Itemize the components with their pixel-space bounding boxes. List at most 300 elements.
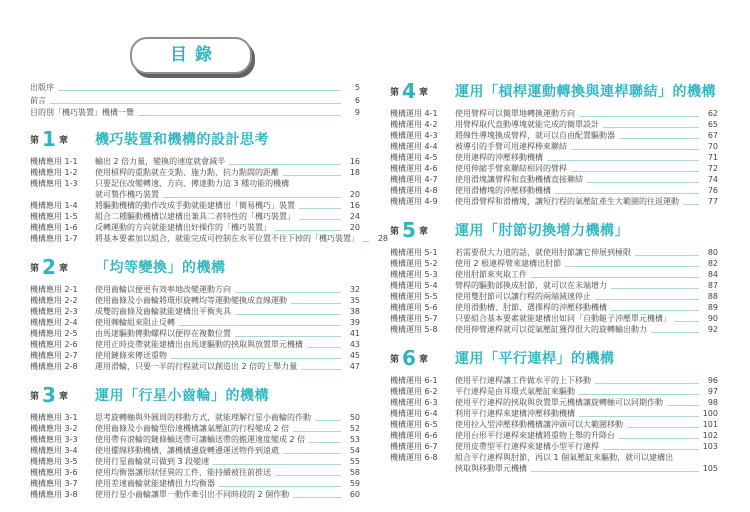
entry-id-label: 機構運用 4-2	[390, 120, 438, 129]
page-number: 70	[707, 142, 718, 151]
chapter-section	[390, 219, 718, 335]
dotted-leader	[293, 496, 341, 498]
entry-text: 使用差速齒輪就能建構扭力均衡器	[95, 479, 215, 488]
chapter-title: 運用「行星小齒輪」的機構	[95, 388, 269, 404]
dotted-leader	[555, 192, 699, 194]
toc-entry	[30, 467, 360, 478]
toc-entry	[390, 441, 718, 452]
chapter-number-prefix: 第	[30, 263, 40, 274]
chapter-heading	[390, 219, 718, 241]
toc-entry	[30, 456, 360, 467]
dotted-leader	[283, 452, 341, 454]
entry-text: 使用滑槽塊的沖壓移動機構	[455, 186, 551, 195]
chapter-number-suffix: 章	[58, 391, 68, 402]
page-number: 76	[707, 186, 718, 195]
toc-entry	[30, 295, 360, 306]
entry-id-label: 機構運用 5-2	[390, 259, 438, 268]
entry-text: 使用台形平行連桿來建構將重物上舉的升降台	[455, 431, 615, 440]
dotted-leader	[163, 196, 341, 198]
entry-text: 將基本要素加以組合，就能完成可控制在水平位置不往下掉的「機巧裝置」	[95, 234, 359, 243]
chapter-number-prefix: 第	[390, 354, 400, 365]
entry-text: 將驅動機構的動作改成手動就能建構出「簡易機巧」裝置	[95, 201, 295, 210]
toc-entry	[30, 339, 360, 350]
entry-text: 使用臂桿可以簡單地轉換運動方向	[455, 109, 575, 118]
toc-entry	[30, 156, 360, 167]
dotted-leader	[579, 115, 699, 117]
toc-entry	[390, 430, 718, 441]
page-number: 43	[349, 340, 360, 349]
chapter-number-suffix: 章	[418, 226, 428, 237]
toc-entry	[390, 141, 718, 152]
dotted-leader	[235, 291, 341, 293]
entry-id-label: 機構運用 5-8	[390, 325, 438, 334]
page-number: 41	[349, 329, 360, 338]
toc-entry	[390, 419, 718, 430]
entry-text: 用臂桿取代直動導塊就能完成的簡單設計	[455, 120, 599, 129]
toc-entry	[30, 361, 360, 372]
entry-text: 反轉運動的方向就能建構出好操作的「機巧裝置」	[95, 223, 271, 232]
entry-id-label: 機構應用 1-3	[30, 179, 78, 188]
entry-text: 使用伸臂連桿就可以從氣壓缸獲得很大的旋轉輸出動力	[455, 325, 647, 334]
toc-title-badge	[130, 37, 252, 74]
entry-id-label: 機構應用 2-2	[30, 296, 78, 305]
page-number: 101	[702, 420, 718, 429]
chapter-number-value: 5	[402, 218, 416, 242]
toc-entry	[390, 280, 718, 291]
toc-entry	[390, 408, 718, 419]
dotted-leader	[315, 419, 341, 421]
entry-id-label: 機構運用 4-6	[390, 164, 438, 173]
entry-text: 使用滑臂桿和滑槽塊，讓短行程的氣壓缸產生大範圍的往返運動	[455, 197, 679, 206]
toc-entry	[30, 434, 360, 445]
chapter-number	[390, 220, 455, 240]
chapter-heading	[390, 347, 718, 369]
page-number: 20	[349, 190, 360, 199]
toc-entry	[390, 108, 718, 119]
entry-id-label: 機構運用 4-8	[390, 186, 438, 195]
toc-entry	[390, 163, 718, 174]
page-number: 28	[377, 234, 388, 243]
page-number: 84	[707, 270, 718, 279]
page-number: 50	[349, 413, 360, 422]
toc-entry-continuation	[30, 189, 360, 200]
dotted-leader	[171, 357, 341, 359]
entry-text: 使用齒條及小齒輪型倍速機構讓氣壓缸的行程變成 2 倍	[95, 424, 290, 433]
page-number: 35	[349, 296, 360, 305]
page-number: 5	[354, 83, 360, 92]
entry-text: 使用鏈條來傳送重物	[95, 351, 167, 360]
page-number: 97	[707, 387, 718, 396]
entry-text: 只要記住改變轉速、方向、傳達動力這 3 種功能的機構	[95, 179, 290, 188]
dotted-leader	[587, 181, 699, 183]
entry-text: 使用正時皮帶就能建構出由馬達驅動的挾取與放置單元機構	[95, 340, 303, 349]
entry-text-line2: 就可製作機巧裝置	[95, 190, 159, 199]
toc-entry	[30, 178, 360, 189]
entry-text: 由馬達驅動傳動螺桿以便停在複數位置	[95, 329, 231, 338]
front-matter-item	[30, 95, 360, 106]
page-number: 32	[349, 285, 360, 294]
entry-id-label: 機構應用 1-2	[30, 168, 78, 177]
page-number: 18	[349, 168, 360, 177]
entry-id-label: 機構應用 3-3	[30, 435, 78, 444]
toc-entry	[390, 174, 718, 185]
toc-entry	[390, 152, 718, 163]
entry-id-label: 機構運用 6-7	[390, 442, 438, 451]
dotted-leader	[595, 298, 699, 300]
page-number: 98	[707, 398, 718, 407]
chapter-number-prefix: 第	[30, 135, 40, 146]
entry-text: 使用行星小齒輪讓單一動作牽引出不同時段的 2 個作動	[95, 490, 290, 499]
toc-entry	[390, 119, 718, 130]
entry-id-label: 機構運用 6-2	[390, 387, 438, 396]
page-number: 74	[707, 175, 718, 184]
dotted-leader	[229, 163, 341, 165]
dotted-leader	[291, 302, 341, 304]
chapter-section	[30, 384, 360, 500]
page-number: 100	[702, 409, 718, 418]
entry-text: 組合平行連桿與肘節，再以 1 個氣壓缸來驅動，就可以建構出	[455, 453, 674, 462]
chapter-title: 「均等變換」的機構	[95, 260, 226, 276]
entry-text: 使用連桿的沖壓移動機構	[455, 153, 543, 162]
dotted-leader	[603, 448, 699, 450]
entry-id-label: 機構運用 4-5	[390, 153, 438, 162]
dotted-leader	[579, 415, 699, 417]
dotted-leader	[301, 368, 341, 370]
dotted-leader	[547, 159, 699, 161]
chapter-section	[30, 127, 388, 244]
entry-id-label: 機構運用 6-3	[390, 398, 438, 407]
page-number: 87	[707, 281, 718, 290]
dotted-leader	[635, 254, 699, 256]
dotted-leader	[603, 126, 699, 128]
entry-id-label: 機構運用 5-3	[390, 270, 438, 279]
chapter-number	[30, 257, 95, 277]
page-number: 72	[707, 164, 718, 173]
dotted-leader	[138, 114, 341, 116]
dotted-leader	[58, 89, 341, 91]
toc-entry	[30, 233, 388, 244]
chapter-number-suffix: 章	[58, 263, 68, 274]
page-number: 96	[707, 376, 718, 385]
toc-column-left	[30, 127, 388, 500]
chapter-title: 運用「平行連桿」的機構	[455, 351, 615, 367]
chapter-heading	[30, 256, 360, 278]
page-number: 38	[349, 307, 360, 316]
entry-id-label: 機構運用 6-6	[390, 431, 438, 440]
chapter-title: 運用「槓桿運動轉換與連桿聯結」的機構	[455, 84, 716, 100]
entry-id-label: 機構應用 2-8	[30, 362, 78, 371]
page-number: 20	[349, 223, 360, 232]
entry-text: 使用雙肘節可以讓行程的兩端減速停止	[455, 292, 591, 301]
chapter-number-prefix: 第	[390, 87, 400, 98]
entry-text: 使用滑動槽、肘節、選擇桿的沖壓移動機構	[455, 303, 607, 312]
dotted-leader	[299, 218, 341, 220]
toc-entry-continuation	[390, 463, 718, 474]
entry-text: 被導引的手臂可用連桿棒來聯結	[455, 142, 567, 151]
chapter-number-value: 6	[402, 346, 416, 370]
toc-entry	[30, 306, 360, 317]
dotted-leader	[571, 148, 699, 150]
toc-entry	[30, 489, 360, 500]
chapter-number	[390, 81, 455, 101]
toc-entry	[390, 386, 718, 397]
entry-text: 使用帶有滾輪的鏈條輸送帶可讓輸送帶的搬運速度變成 2 倍	[95, 435, 306, 444]
dotted-leader	[579, 393, 699, 395]
chapter-number	[390, 348, 455, 368]
page-number: 71	[707, 153, 718, 162]
toc-entry	[30, 412, 360, 423]
entry-id-label: 機構應用 3-8	[30, 490, 78, 499]
dotted-leader	[299, 207, 341, 209]
page-number: 77	[707, 197, 718, 206]
entry-text: 使用伸縮手臂來聯結相同的臂桿	[455, 164, 567, 173]
page-number: 90	[707, 314, 718, 323]
entry-text: 使用拉入型沖壓移動機構讓沖頭可以大範圍移動	[455, 420, 623, 429]
entry-text: 使用擺線移動機構，讓機構邊旋轉邊運送物件到遠處	[95, 446, 279, 455]
page-number: 39	[349, 318, 360, 327]
entry-text: 若需要很大力道的話，就使用肘節讓它伸展到極限	[455, 248, 631, 257]
chapter-number-value: 1	[42, 127, 56, 151]
dotted-leader	[219, 485, 341, 487]
dotted-leader	[275, 229, 341, 231]
entry-text: 利用平行連桿來建構沖壓移動機構	[455, 409, 575, 418]
entry-id-label: 機構運用 6-5	[390, 420, 438, 429]
page-number: 47	[349, 362, 360, 371]
entry-text: 使用肘節來夾取工件	[455, 270, 527, 279]
toc-column-right	[390, 80, 718, 474]
dotted-leader	[235, 335, 341, 337]
entry-text: 使用平行連桿的挾取與放置單元機構讓旋轉軸可以同期作動	[455, 398, 663, 407]
entry-text: 臂桿的驅動部換成肘節，就可以在末端增力	[455, 281, 607, 290]
entry-id-label: 機構運用 4-9	[390, 197, 438, 206]
chapter-section	[390, 347, 718, 474]
page-number: 53	[349, 435, 360, 444]
page-number: 80	[707, 248, 718, 257]
page-number: 82	[707, 259, 718, 268]
entry-text: 只要組合基本要素就能建構出如同「自動鎚子沖壓單元機構」	[455, 314, 671, 323]
chapter-number	[30, 385, 95, 405]
dotted-leader	[619, 137, 699, 139]
dotted-leader	[50, 102, 341, 104]
entry-id-label: 機構應用 1-5	[30, 212, 78, 221]
entry-id-label: 機構應用 1-1	[30, 157, 78, 166]
chapter-heading	[30, 128, 360, 150]
entry-text: 輸出 2 倍力量，變換的速度就會減半	[95, 157, 226, 166]
chapter-number-value: 4	[402, 79, 416, 103]
page-number: 89	[707, 303, 718, 312]
entry-text: 成雙的齒條及齒輪就能建構出平衡夾具	[95, 307, 231, 316]
entry-id-label: 機構運用 4-4	[390, 142, 438, 151]
chapter-title: 機巧裝置和機構的設計思考	[95, 132, 269, 148]
toc-entry	[390, 185, 718, 196]
dotted-leader	[683, 203, 699, 205]
page-number: 45	[349, 351, 360, 360]
dotted-leader	[611, 287, 699, 289]
page-number: 16	[349, 157, 360, 166]
entry-text: 使用齒條及小齒輪將環形旋轉均等運動變換成直線運動	[95, 296, 287, 305]
entry-text: 使用均衡器讓形狀怪異的工件，能持續被往前推送	[95, 468, 271, 477]
chapter-number	[30, 129, 95, 149]
dotted-leader	[293, 430, 341, 432]
toc-entry	[30, 317, 360, 328]
entry-id-label: 機構運用 5-4	[390, 281, 438, 290]
toc-entry	[30, 328, 360, 339]
toc-entry	[390, 269, 718, 280]
page-number: 102	[702, 431, 718, 440]
entry-text: 使用滑塊讓臂桿和直動機構直接聯結	[455, 175, 583, 184]
toc-entry	[390, 302, 718, 313]
chapter-section	[390, 80, 718, 207]
chapter-number-suffix: 章	[418, 354, 428, 365]
page-number: 88	[707, 292, 718, 301]
entry-id-label: 機構運用 4-1	[390, 109, 438, 118]
toc-entry	[390, 258, 718, 269]
dotted-leader	[627, 426, 699, 428]
page-number: 24	[349, 212, 360, 221]
entry-text: 思考旋轉軸與外圓周的移動方式，就能理解行星小齒輪的作動	[95, 413, 311, 422]
page-title: 目錄	[170, 45, 220, 65]
entry-text: 使用齒輪以便更有效率地改變運動方向	[95, 285, 231, 294]
entry-id-label: 機構運用 5-5	[390, 292, 438, 301]
front-matter-list	[30, 82, 360, 120]
page-number: 60	[349, 490, 360, 499]
toc-entry	[30, 211, 360, 222]
entry-text: 將線性導塊換成臂桿，就可以自由配置驅動器	[455, 131, 615, 140]
toc-entry	[30, 200, 360, 211]
page-number: 52	[349, 424, 360, 433]
dotted-leader	[667, 404, 699, 406]
toc-entry	[390, 291, 718, 302]
chapter-number-prefix: 第	[30, 391, 40, 402]
entry-id-label: 機構應用 3-1	[30, 413, 78, 422]
page-number: 58	[349, 468, 360, 477]
dotted-leader	[565, 265, 699, 267]
entry-id-label: 機構運用 6-4	[390, 409, 438, 418]
dotted-leader	[571, 170, 699, 172]
page-number: 6	[354, 95, 360, 105]
dotted-leader	[179, 324, 341, 326]
entry-id-label: 機構應用 2-4	[30, 318, 78, 327]
dotted-leader	[363, 240, 369, 242]
page-number: 67	[707, 131, 718, 140]
entry-id-label: 機構應用 2-6	[30, 340, 78, 349]
toc-entry	[30, 423, 360, 434]
entry-id-label: 機構運用 6-1	[390, 376, 438, 385]
chapter-number-suffix: 章	[418, 87, 428, 98]
dotted-leader	[283, 174, 341, 176]
entry-id-label: 機構應用 1-6	[30, 223, 78, 232]
front-matter-label: 前言	[30, 95, 46, 105]
page-number: 59	[349, 479, 360, 488]
toc-entry	[30, 222, 360, 233]
front-matter-label: 出版序	[30, 83, 54, 92]
toc-entry	[390, 324, 718, 335]
dotted-leader	[531, 276, 699, 278]
entry-text: 使用皮帶型平行連桿來建構小型平行連桿	[455, 442, 599, 451]
entry-text: 組合二種驅動機構以建構出兼具二者特性的「機巧裝置」	[95, 212, 295, 221]
page-number: 65	[707, 120, 718, 129]
dotted-leader	[619, 437, 699, 439]
entry-id-label: 機構應用 2-7	[30, 351, 78, 360]
page-number: 16	[349, 201, 360, 210]
entry-id-label: 機構運用 5-6	[390, 303, 438, 312]
front-matter-item	[30, 82, 360, 93]
toc-entry	[390, 196, 718, 207]
front-matter-item	[30, 107, 360, 118]
page-number: 103	[702, 442, 718, 451]
dotted-leader	[275, 474, 341, 476]
dotted-leader	[235, 313, 341, 315]
dotted-leader	[213, 463, 341, 465]
dotted-leader	[651, 331, 699, 333]
dotted-leader	[307, 346, 341, 348]
entry-id-label: 機構運用 6-8	[390, 453, 438, 462]
chapter-number-prefix: 第	[390, 226, 400, 237]
toc-entry	[30, 284, 360, 295]
entry-id-label: 機構運用 4-7	[390, 175, 438, 184]
toc-entry	[30, 350, 360, 361]
entry-id-label: 機構運用 5-1	[390, 248, 438, 257]
page-number: 92	[707, 325, 718, 334]
entry-text: 使用棘輪組來阻止反轉	[95, 318, 175, 327]
entry-text: 使用行星齒輪就可做到 3 段變速	[95, 457, 210, 466]
entry-id-label: 機構應用 3-5	[30, 457, 78, 466]
page-number: 55	[349, 457, 360, 466]
toc-entry	[390, 130, 718, 141]
toc-entry	[30, 445, 360, 456]
page-number: 105	[702, 464, 718, 473]
entry-text: 運用滑輪，只要一半的行程就可以創造出 2 倍的上舉力量	[95, 362, 298, 371]
chapter-number-value: 2	[42, 255, 56, 279]
toc-entry	[390, 313, 718, 324]
entry-id-label: 機構應用 3-2	[30, 424, 78, 433]
chapter-title: 運用「肘節切換增力機構」	[455, 223, 629, 239]
entry-text: 使用槓桿的重點就在支點、施力點、抗力點間的距離	[95, 168, 279, 177]
dotted-leader	[531, 470, 699, 472]
entry-id-label: 機構運用 5-7	[390, 314, 438, 323]
entry-id-label: 機構應用 2-5	[30, 329, 78, 338]
toc-entry	[390, 247, 718, 258]
chapter-number-suffix: 章	[58, 135, 68, 146]
entry-text: 使用 2 根連桿臂來建構出肘節	[455, 259, 562, 268]
toc-entry	[30, 478, 360, 489]
entry-id-label: 機構應用 1-4	[30, 201, 78, 210]
entry-id-label: 機構應用 3-4	[30, 446, 78, 455]
chapter-heading	[390, 80, 718, 102]
page-number: 9	[354, 108, 360, 117]
entry-id-label: 機構應用 1-7	[30, 234, 78, 243]
entry-id-label: 機構應用 2-3	[30, 307, 78, 316]
entry-text: 使用平行連桿讓工件做水平的上下移動	[455, 376, 591, 385]
toc-entry	[390, 452, 718, 463]
toc-entry	[390, 397, 718, 408]
entry-id-label: 機構運用 4-3	[390, 131, 438, 140]
chapter-heading	[30, 384, 360, 406]
dotted-leader	[611, 309, 699, 311]
entry-id-label: 機構應用 3-6	[30, 468, 78, 477]
page-number: 54	[349, 446, 360, 455]
toc-entry	[30, 167, 360, 178]
dotted-leader	[309, 441, 341, 443]
toc-entry	[390, 375, 718, 386]
chapter-section	[30, 256, 360, 372]
entry-text: 平行連桿是由耳環式氣壓缸來驅動	[455, 387, 575, 396]
entry-text-line2: 挾取與移動單元機構	[455, 464, 527, 473]
entry-id-label: 機構應用 2-1	[30, 285, 78, 294]
dotted-leader	[595, 382, 699, 384]
page-number: 62	[707, 109, 718, 118]
chapter-number-value: 3	[42, 383, 56, 407]
